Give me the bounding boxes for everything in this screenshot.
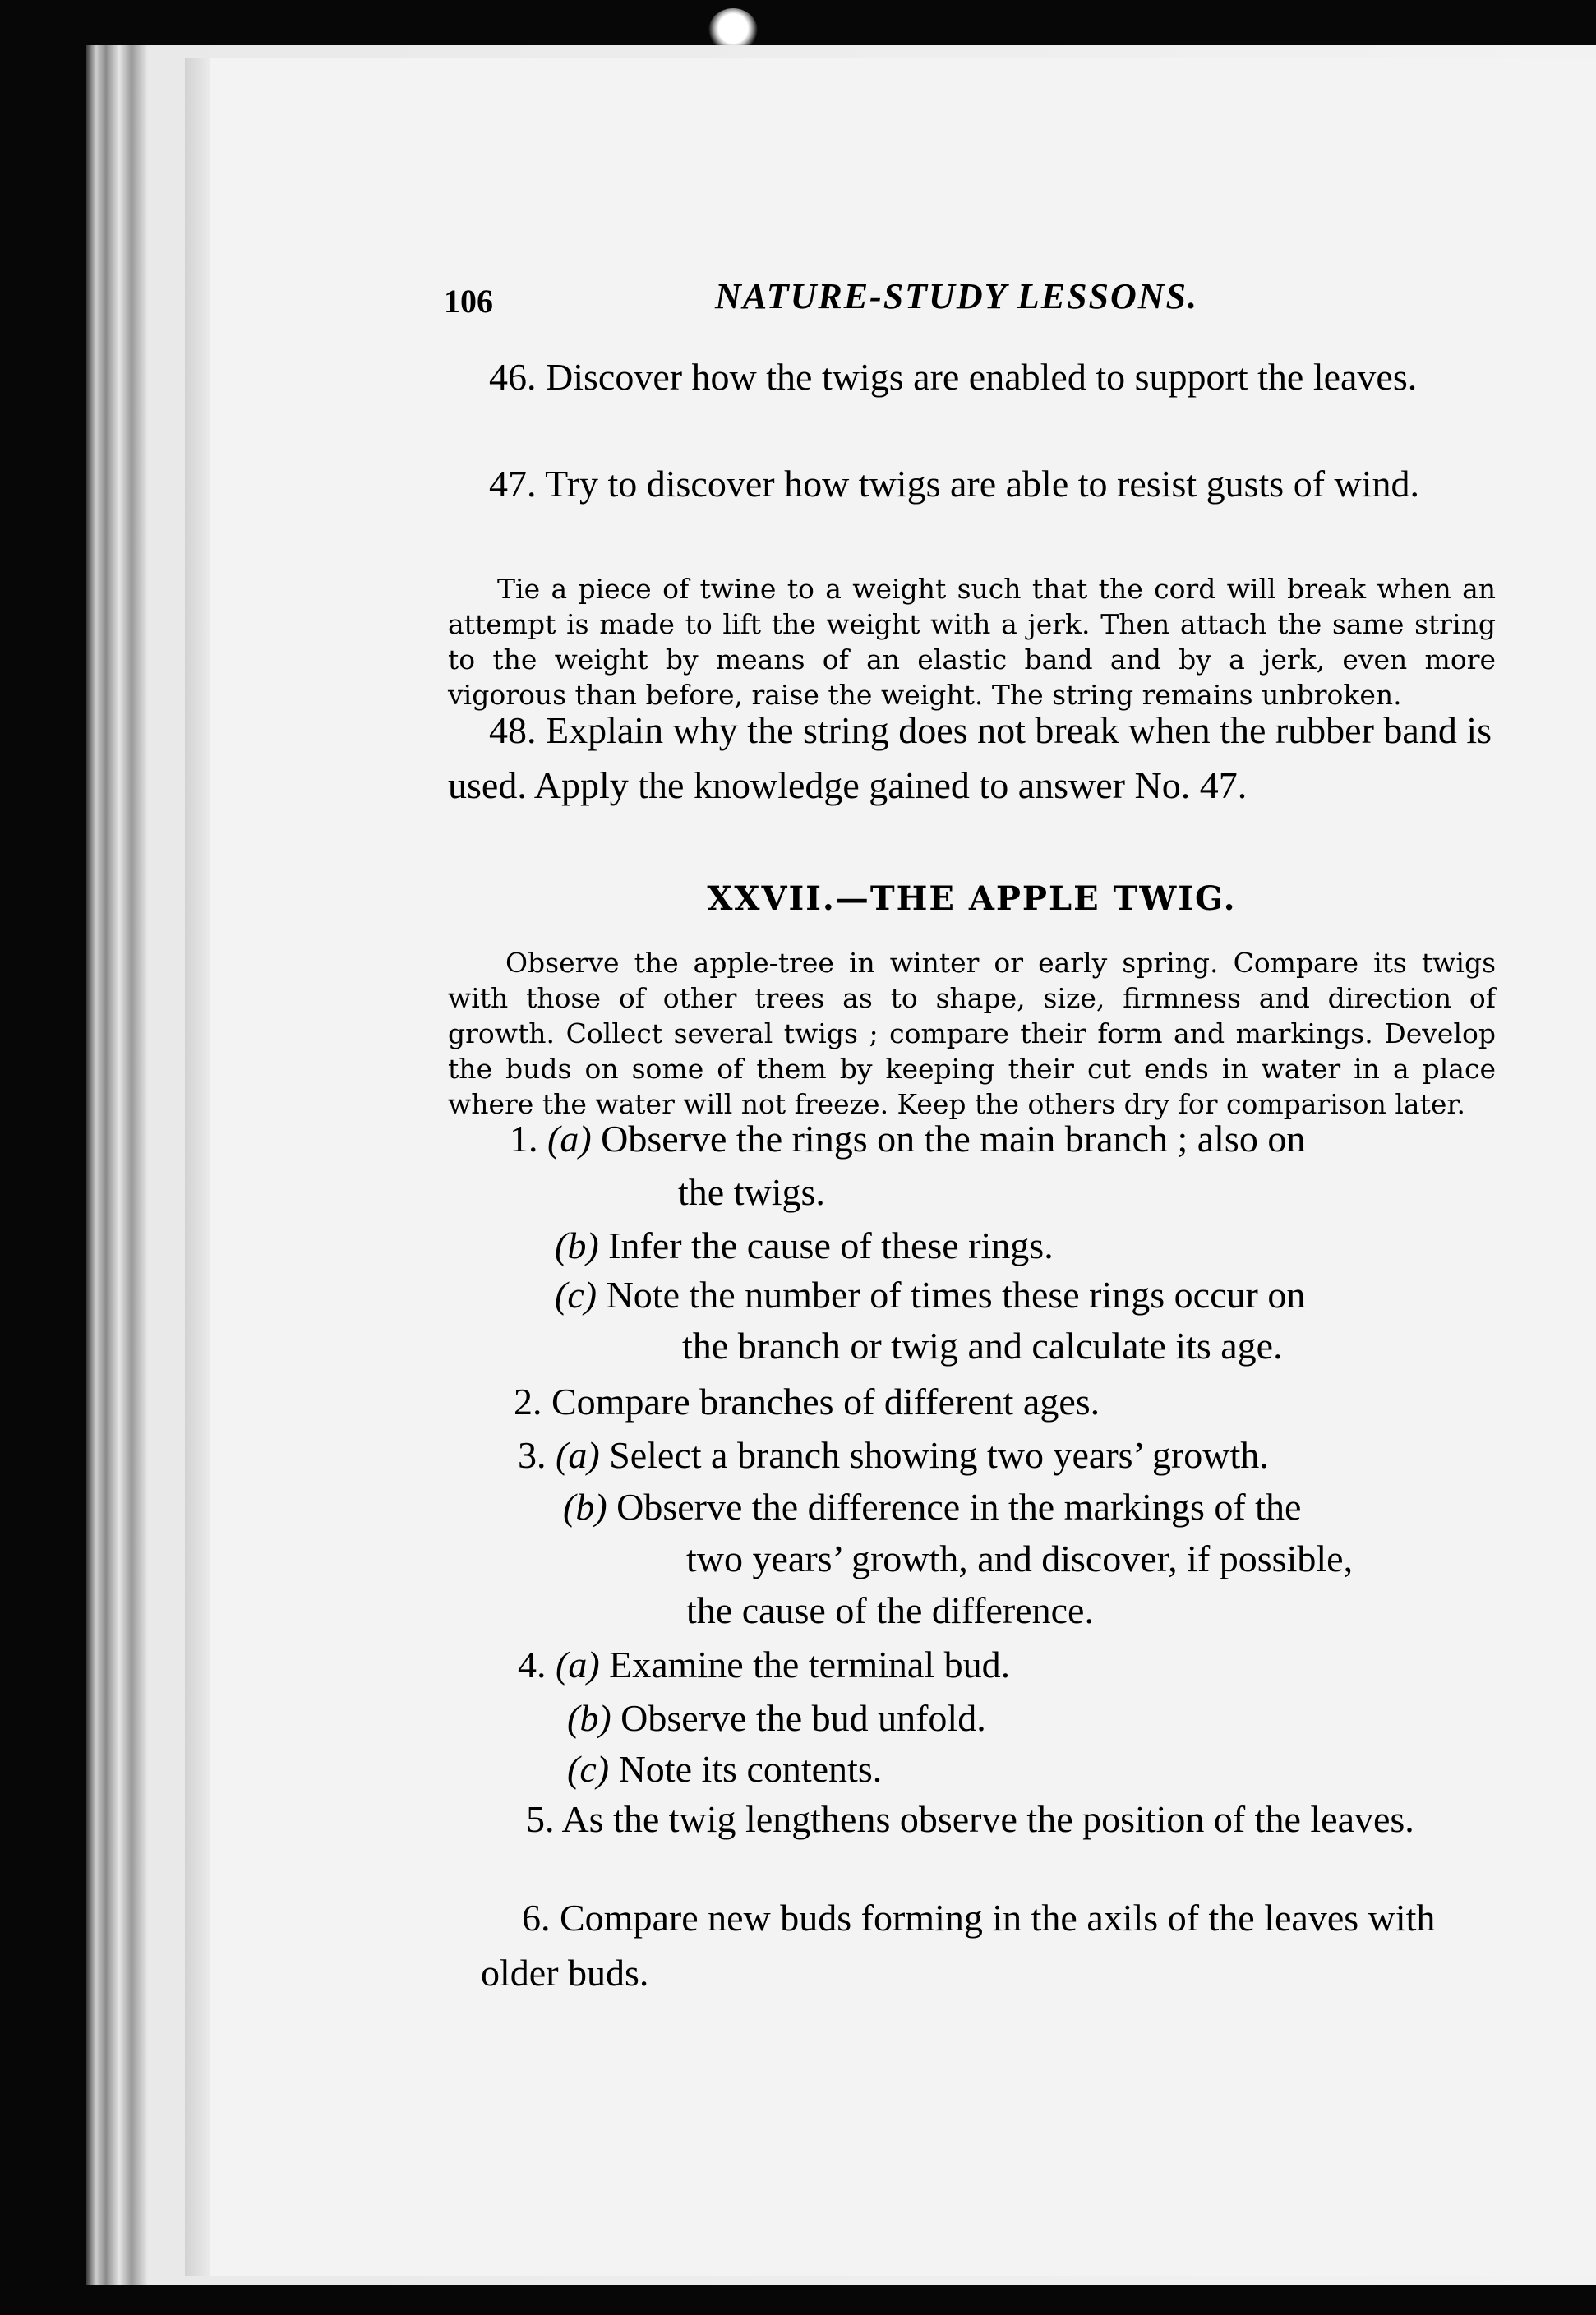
item-letter: (c) (555, 1274, 597, 1316)
item-text: Examine the terminal bud. (609, 1644, 1011, 1686)
item-3b (563, 1482, 1301, 1533)
item-text: Infer the cause of these rings. (608, 1224, 1054, 1266)
item-letter: (b) (563, 1486, 607, 1528)
item-3b-continuation-2: the cause of the difference. (686, 1589, 1094, 1631)
paragraph-5: 5. As the twig lengthens observe the position of the leaves. (526, 1798, 1414, 1840)
paragraph-48: 48. Explain why the string does not break when the rubber band is used. Apply the knowledge gained to answer No. 47. (448, 709, 1492, 806)
item-1b (555, 1220, 1054, 1271)
section-title: XXVII.—THE APPLE TWIG. (707, 879, 1237, 918)
item-4a (518, 1639, 1010, 1690)
item-text: Select a branch showing two years’ growth. (609, 1434, 1269, 1476)
paragraph-6: 6. Compare new buds forming in the axils of the leaves with older buds. (481, 1897, 1436, 1994)
item-1a-continuation: the twigs. (678, 1171, 825, 1213)
section-intro: Observe the apple-tree in winter or early spring. Compare its twigs with those of other trees as to shape, size, firmness and direction of growth. Collect several twigs ; compare their form and markings. Develop the buds on some of them by keeping their cut ends in water in a place where the water will not freeze. Keep the others dry for comparison later. (448, 947, 1496, 1120)
item-1a (510, 1114, 1305, 1164)
item-letter: (a) (547, 1118, 592, 1160)
item-letter: (a) (556, 1644, 600, 1686)
item-letter: (a) (556, 1434, 600, 1476)
item-1c (555, 1270, 1305, 1321)
page-number: 106 (444, 283, 493, 320)
item-letter: (c) (567, 1748, 610, 1790)
running-title: NATURE-STUDY LESSONS. (715, 276, 1199, 316)
item-letter: (b) (555, 1224, 599, 1266)
item-4b (567, 1693, 986, 1744)
item-4c (567, 1744, 882, 1795)
item-3a (518, 1430, 1269, 1481)
item-text: Note its contents. (618, 1748, 883, 1790)
item-number: 1. (510, 1118, 538, 1160)
item-letter: (b) (567, 1697, 611, 1739)
item-text: Observe the difference in the markings of the (616, 1486, 1302, 1528)
experiment-note: Tie a piece of twine to a weight such that the cord will break when an attempt is made to lift the weight with a jerk. Then attach the same string to the weight by means of an elastic band and by a jerk, even more vigorous than before, raise the weight. The string remains unbroken. (448, 573, 1496, 711)
item-text: Observe the bud unfold. (620, 1697, 986, 1739)
item-text: Note the number of times these rings occur on (606, 1274, 1306, 1316)
item-number: 4. (518, 1644, 547, 1686)
paragraph-46: 46. Discover how the twigs are enabled to support the leaves. (489, 356, 1418, 398)
item-number: 3. (518, 1434, 547, 1476)
paragraph-47: 47. Try to discover how twigs are able to resist gusts of wind. (489, 463, 1420, 505)
item-2: 2. Compare branches of different ages. (514, 1381, 1100, 1423)
item-3b-continuation-1: two years’ growth, and discover, if possible, (686, 1538, 1354, 1579)
item-1c-continuation: the branch or twig and calculate its age. (682, 1325, 1283, 1367)
item-text: Observe the rings on the main branch ; also on (601, 1118, 1306, 1160)
running-head (444, 275, 1233, 325)
